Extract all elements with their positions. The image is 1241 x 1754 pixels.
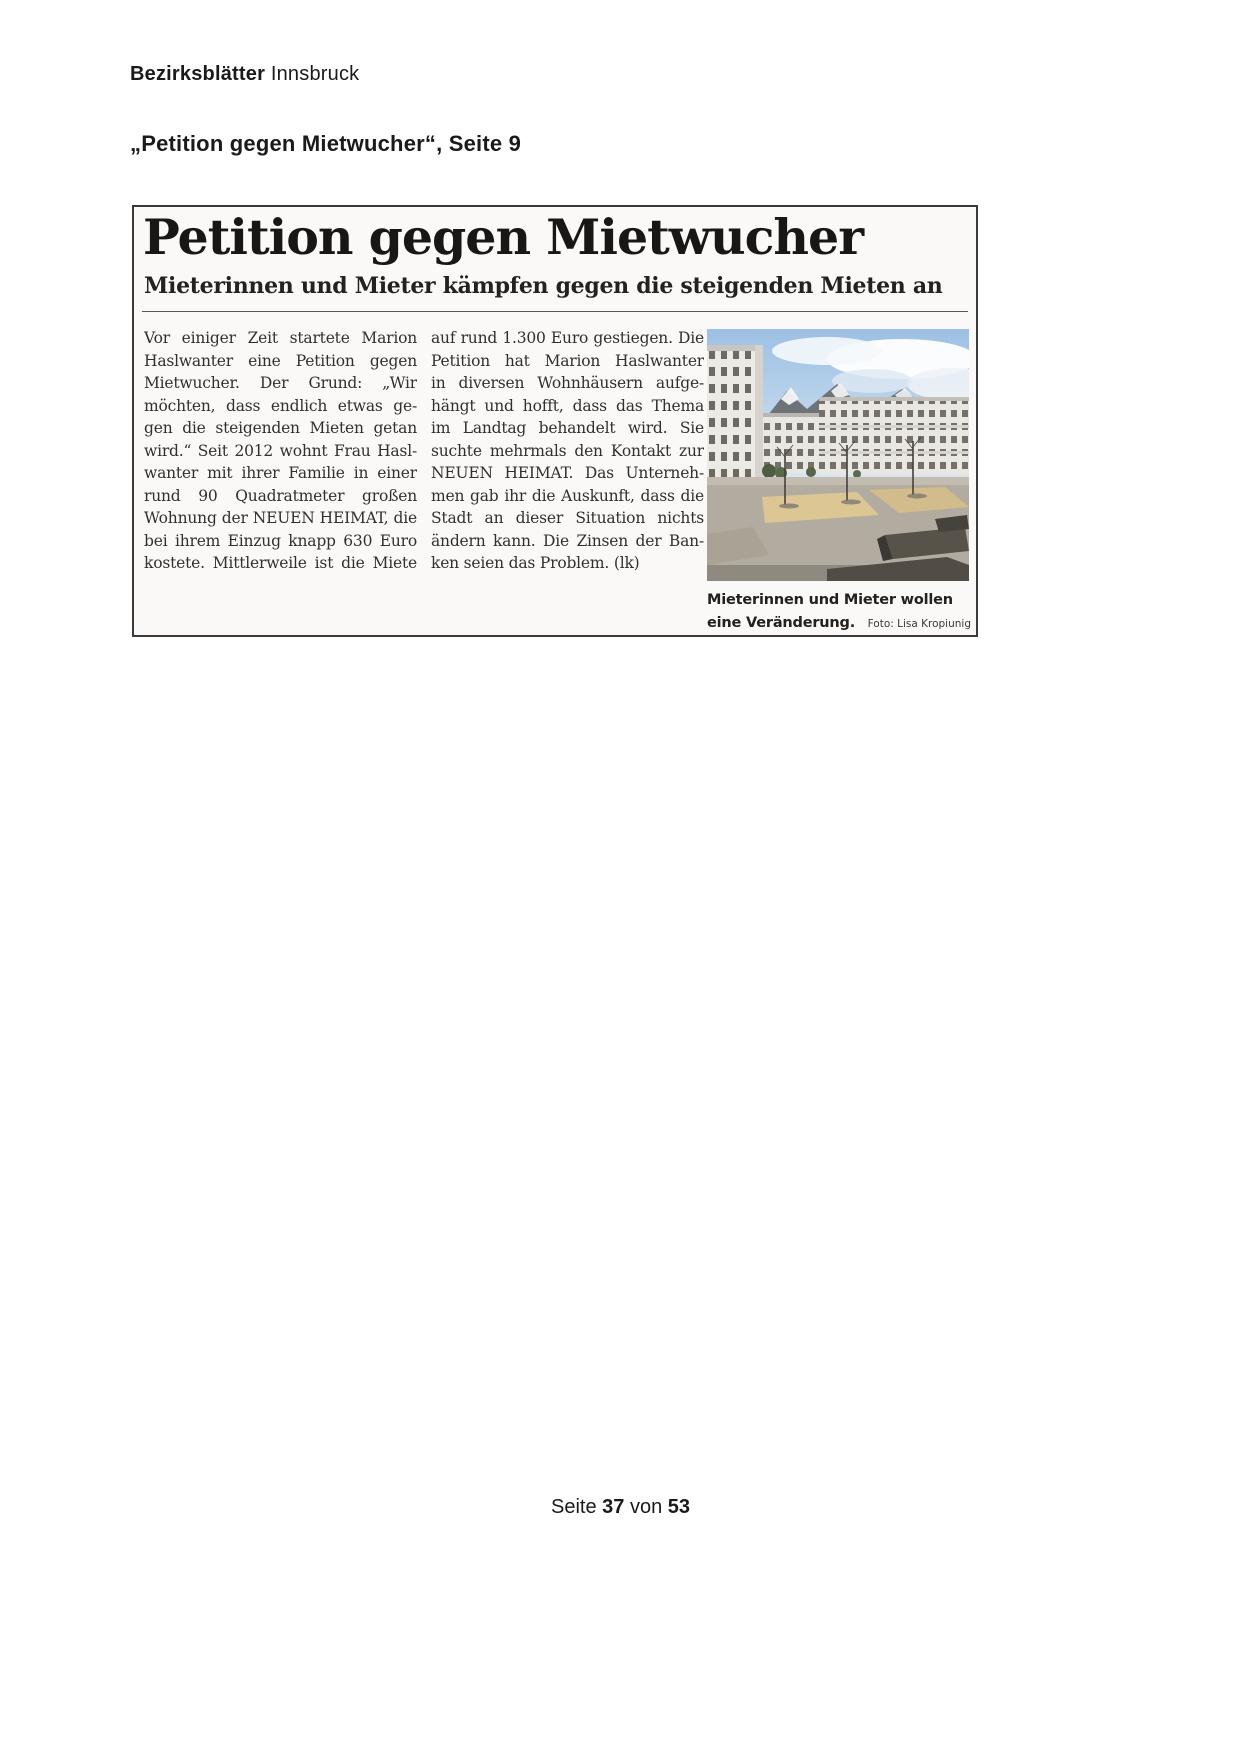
photo-building-left xyxy=(707,345,763,477)
text-line: im Landtag behandelt wird. Sie xyxy=(431,419,704,437)
headline-divider xyxy=(142,311,968,312)
photo-building-right xyxy=(819,397,969,475)
publication-name: Bezirksblätter xyxy=(130,63,266,85)
page-footer xyxy=(0,1496,1241,1519)
publication-region: Innsbruck xyxy=(270,63,360,85)
text-line: men gab ihr die Auskunft, dass die xyxy=(431,486,704,505)
text-line: auf rund 1.300 Euro gestiegen. Die xyxy=(431,329,704,347)
clipping-title: „Petition gegen Mietwucher“, Seite 9 xyxy=(130,131,522,156)
article-subheadline: Mieterinnen und Mieter kämpfen gegen die steigenden Mieten an xyxy=(144,273,943,299)
text-line: Vor einiger Zeit startete Marion xyxy=(144,329,417,347)
text-line: suchte mehrmals den Kontakt zur xyxy=(431,441,704,460)
photo-caption-line2: eine Veränderung. xyxy=(707,615,856,631)
footer-current-page: 37 xyxy=(602,1496,625,1518)
article-column-2 xyxy=(431,327,704,579)
text-line: hängt und hofft, dass das Thema xyxy=(431,396,704,415)
text-line: Mietwucher. Der Grund: „Wir xyxy=(144,374,417,392)
text-line: möchten, dass endlich etwas ge- xyxy=(144,396,417,415)
article-clipping-box xyxy=(132,205,978,637)
photo-credit: Foto: Lisa Kropiunig xyxy=(867,618,971,630)
text-line: kostete. Mittlerweile ist die Miete xyxy=(144,554,417,572)
text-line: wird.“ Seit 2012 wohnt Frau Hasl- xyxy=(144,441,417,460)
text-line: Wohnung der NEUEN HEIMAT, die xyxy=(144,509,417,527)
footer-total-pages: 53 xyxy=(667,1496,691,1518)
publication-header xyxy=(130,63,359,86)
text-line: in diversen Wohnhäusern aufge- xyxy=(431,374,704,392)
article-headline: Petition gegen Mietwucher xyxy=(143,208,864,266)
text-line: Stadt an dieser Situation nichts xyxy=(431,509,704,527)
article-column-1 xyxy=(144,327,417,579)
text-line: rund 90 Quadratmeter großen xyxy=(144,486,417,505)
footer-separator: von xyxy=(629,1496,663,1518)
footer-prefix: Seite xyxy=(550,1496,597,1518)
text-line: bei ihrem Einzug knapp 630 Euro xyxy=(144,531,417,550)
text-line: gen die steigenden Mieten getan xyxy=(144,419,417,437)
photo-building-center xyxy=(763,413,819,473)
text-line: ändern kann. Die Zinsen der Ban- xyxy=(431,531,704,550)
photo-caption-line1: Mieterinnen und Mieter wollen xyxy=(707,592,953,608)
text-line: NEUEN HEIMAT. Das Unterneh- xyxy=(431,464,704,482)
photo-caption xyxy=(707,589,971,636)
text-line: ken seien das Problem. (lk) xyxy=(431,554,640,572)
text-line: Petition hat Marion Haslwanter xyxy=(431,351,704,370)
text-line: wanter mit ihrer Familie in einer xyxy=(144,464,417,482)
text-line: Haslwanter eine Petition gegen xyxy=(144,351,417,370)
article-photo xyxy=(707,329,969,581)
